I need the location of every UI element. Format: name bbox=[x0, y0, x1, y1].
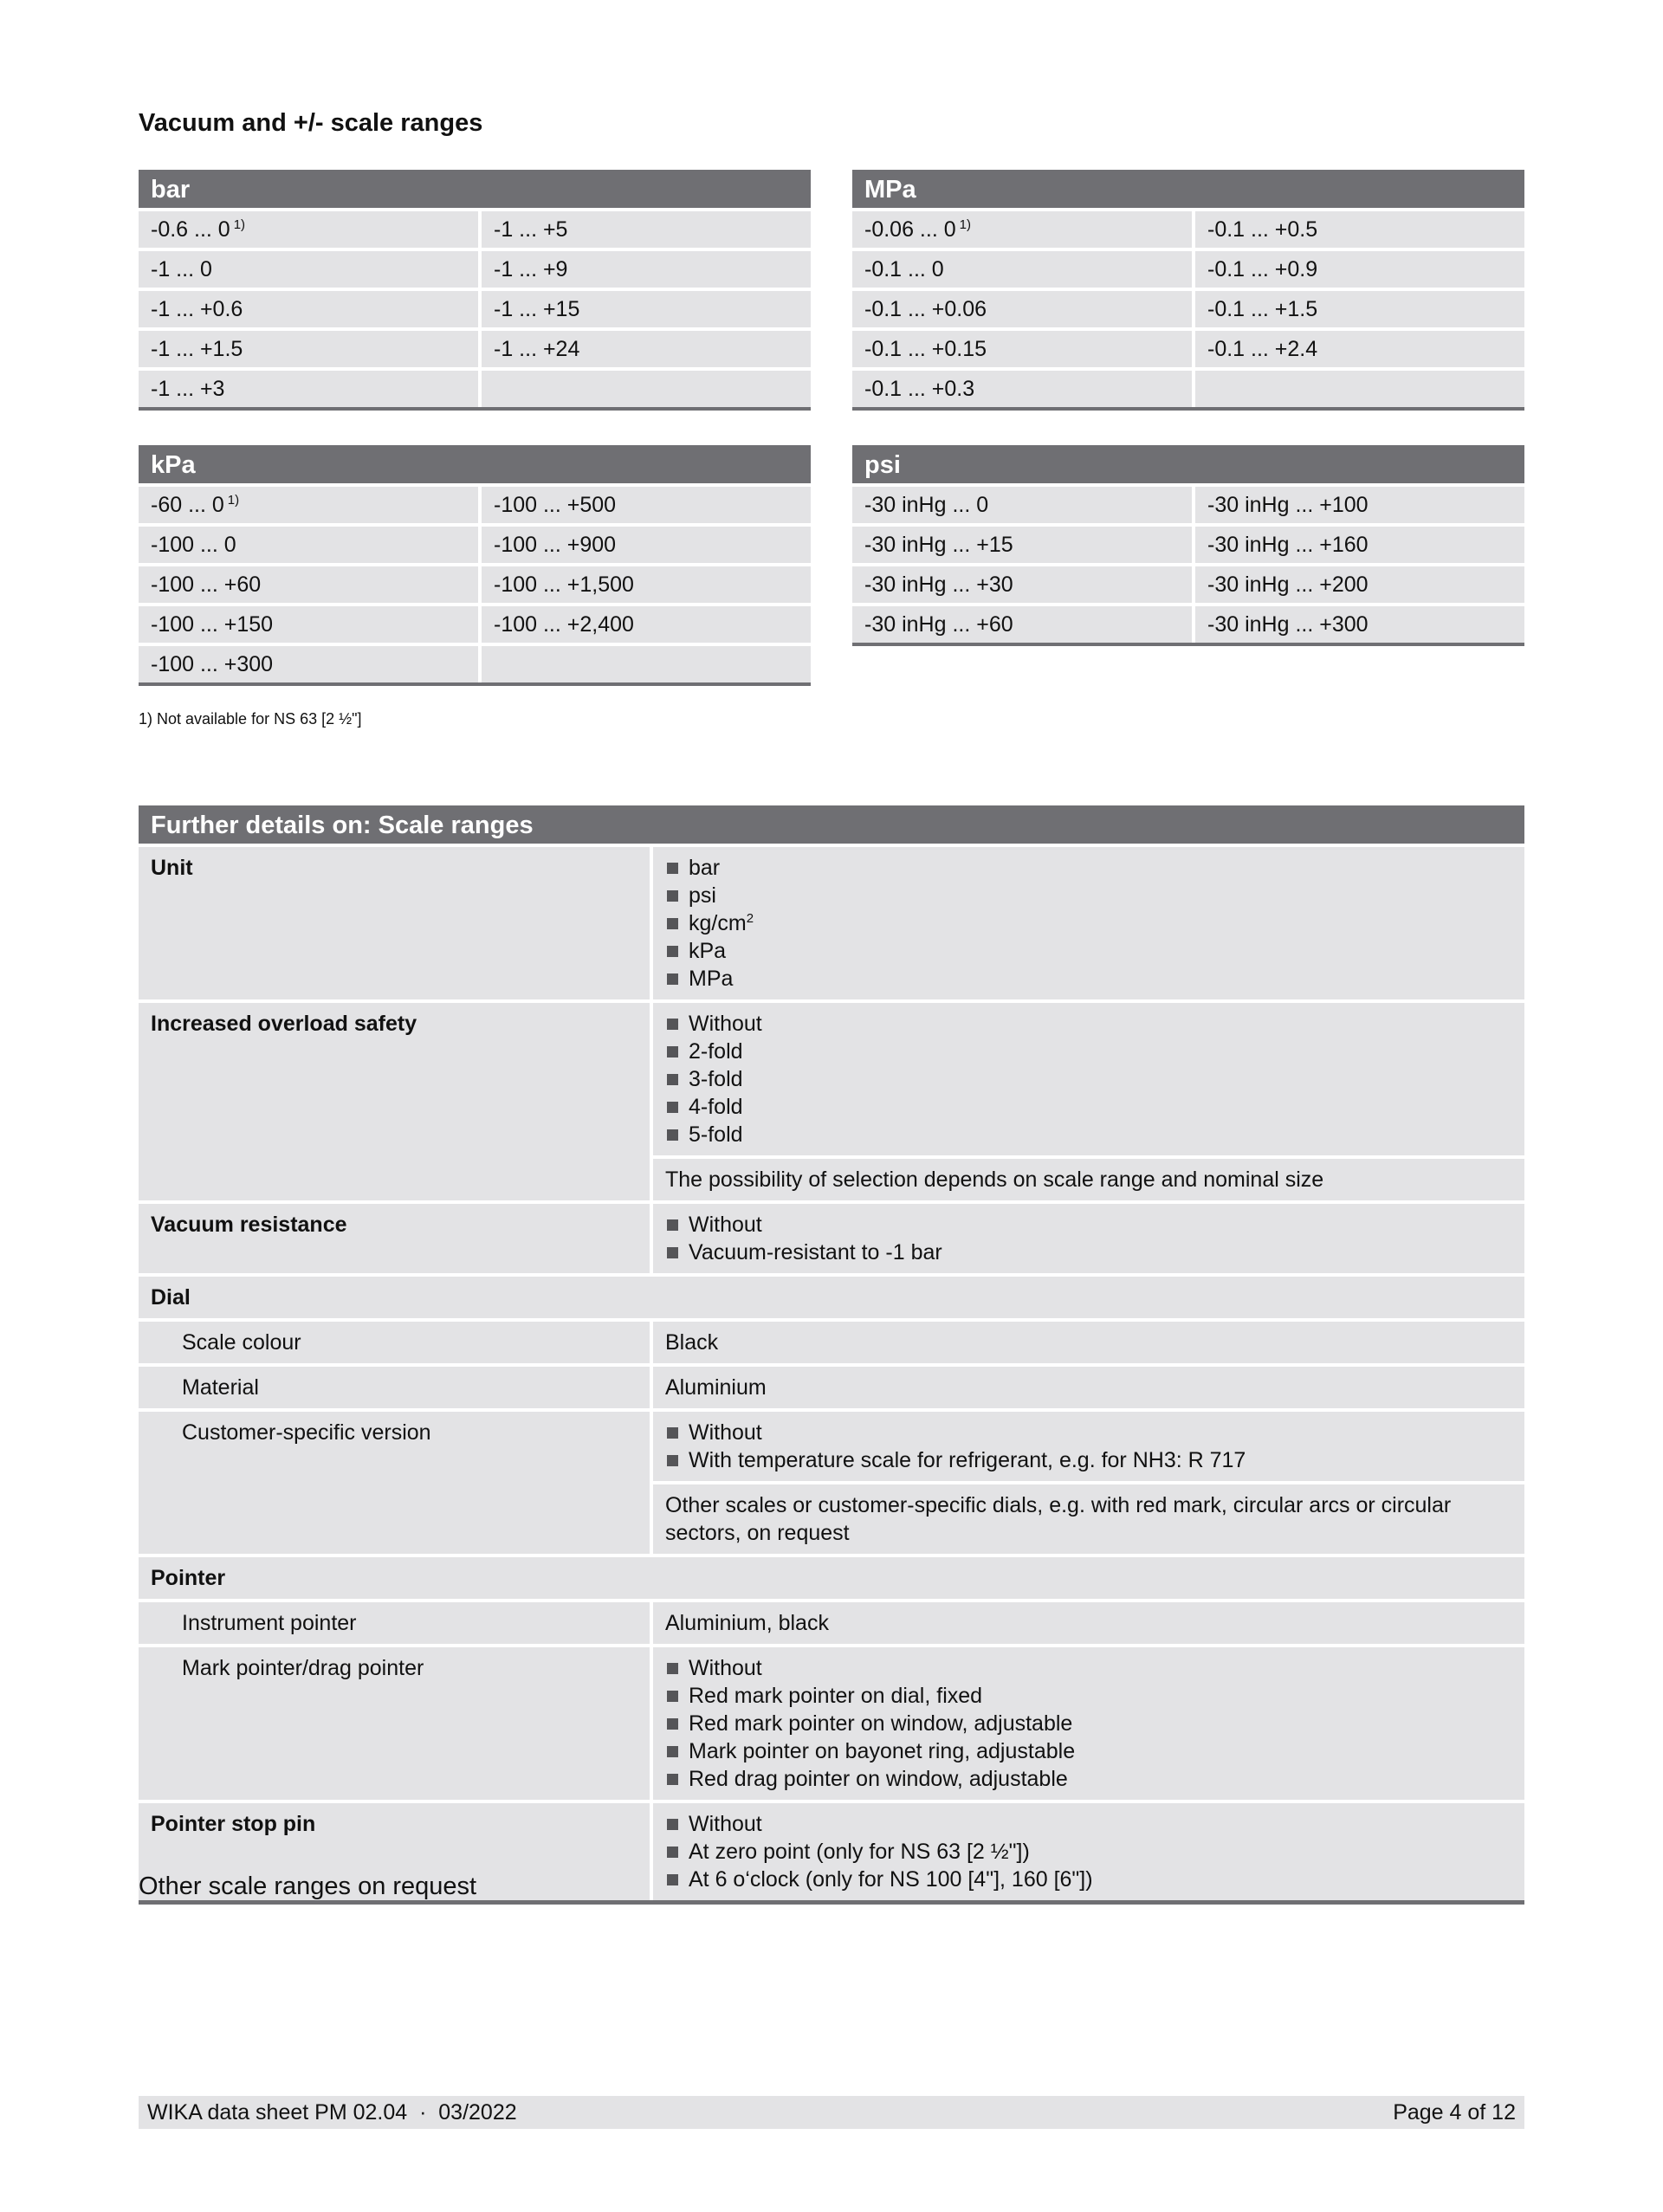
list-item: With temperature scale for refrigerant, e.g. for NH3: R 717 bbox=[665, 1446, 1512, 1474]
details-row-customer-version bbox=[139, 1412, 1524, 1554]
table-cell bbox=[482, 371, 811, 407]
table-cell: -0.06 ... 0 $^{1)}$ bbox=[852, 211, 1192, 248]
row-label: Pointer stop pin bbox=[139, 1803, 650, 1900]
table-cell: -1 ... +9 bbox=[482, 251, 811, 288]
bar-range-table bbox=[139, 170, 811, 411]
details-row-unit bbox=[139, 847, 1524, 999]
vacuum-list bbox=[665, 1211, 1512, 1266]
table-cell: -100 ... +300 bbox=[139, 646, 478, 682]
table-row bbox=[852, 371, 1524, 407]
table-cell: -30 inHg ... +15 bbox=[852, 527, 1192, 563]
page-footer bbox=[139, 2096, 1524, 2129]
kpa-range-table bbox=[139, 445, 811, 686]
table-cell: -30 inHg ... +100 bbox=[1195, 487, 1524, 523]
document-reference: WIKA data sheet PM 02.04 · 03/2022 bbox=[147, 2099, 517, 2125]
table-header: bar bbox=[139, 170, 811, 208]
mpa-range-table bbox=[852, 170, 1524, 411]
table-row bbox=[139, 371, 811, 407]
list-item: Without bbox=[665, 1654, 1512, 1682]
table-cell: -1 ... +1.5 bbox=[139, 331, 478, 367]
list-item: $kg/cm^2$ bbox=[665, 909, 1512, 937]
page-title: Vacuum and +/- scale ranges bbox=[139, 109, 483, 137]
table-header: psi bbox=[852, 445, 1524, 483]
table-row bbox=[139, 211, 811, 248]
list-item: 4-fold bbox=[665, 1093, 1512, 1121]
table-cell: -0.1 ... +2.4 bbox=[1195, 331, 1524, 367]
row-label: Material bbox=[139, 1367, 650, 1408]
table-cell: -100 ... +60 bbox=[139, 566, 478, 603]
list-item: Without bbox=[665, 1419, 1512, 1446]
row-label: Vacuum resistance bbox=[139, 1204, 650, 1273]
table-cell: -0.1 ... 0 bbox=[852, 251, 1192, 288]
customer-list bbox=[665, 1419, 1512, 1474]
table-cell: -100 ... 0 bbox=[139, 527, 478, 563]
table-cell: -30 inHg ... +200 bbox=[1195, 566, 1524, 603]
list-item: MPa bbox=[665, 965, 1512, 993]
table-row bbox=[852, 527, 1524, 563]
row-value: Black bbox=[653, 1322, 1524, 1363]
other-ranges-note: Other scale ranges on request bbox=[139, 1872, 477, 1900]
details-row-scale-colour bbox=[139, 1322, 1524, 1363]
list-item: kPa bbox=[665, 937, 1512, 965]
details-row-overload bbox=[139, 1003, 1524, 1200]
list-item: Without bbox=[665, 1010, 1512, 1038]
table-cell: -0.6 ... 0 $^{1)}$ bbox=[139, 211, 478, 248]
table-header: MPa bbox=[852, 170, 1524, 208]
table-cell: -100 ... +1,500 bbox=[482, 566, 811, 603]
unit-list bbox=[665, 854, 1512, 993]
table-row bbox=[139, 527, 811, 563]
table-row bbox=[139, 566, 811, 603]
details-row-vacuum bbox=[139, 1204, 1524, 1273]
table-row bbox=[139, 646, 811, 682]
list-item: At 6 o‘clock (only for NS 100 [4"], 160 [6"]) bbox=[665, 1866, 1512, 1893]
details-row-material bbox=[139, 1367, 1524, 1408]
table-row bbox=[139, 291, 811, 327]
row-label: Scale colour bbox=[139, 1322, 650, 1363]
table-cell: -30 inHg ... 0 bbox=[852, 487, 1192, 523]
section-label: Dial bbox=[139, 1277, 1524, 1318]
list-item: Without bbox=[665, 1211, 1512, 1239]
table-cell: -1 ... +15 bbox=[482, 291, 811, 327]
details-row-mark-pointer bbox=[139, 1647, 1524, 1800]
list-item: Vacuum-resistant to -1 bar bbox=[665, 1239, 1512, 1266]
mark-pointer-list bbox=[665, 1654, 1512, 1793]
row-label: Instrument pointer bbox=[139, 1602, 650, 1644]
customer-note: Other scales or customer-specific dials, e.g. with red mark, circular arcs or circular sectors, on request bbox=[653, 1484, 1524, 1554]
details-row-instrument-pointer bbox=[139, 1602, 1524, 1644]
table-cell: -100 ... +150 bbox=[139, 606, 478, 643]
list-item: At zero point (only for NS 63 [2 ½"]) bbox=[665, 1838, 1512, 1866]
list-item: psi bbox=[665, 882, 1512, 909]
overload-list bbox=[665, 1010, 1512, 1148]
table-cell: -1 ... 0 bbox=[139, 251, 478, 288]
list-item: Red mark pointer on window, adjustable bbox=[665, 1710, 1512, 1737]
table-row bbox=[139, 487, 811, 523]
table-row bbox=[852, 331, 1524, 367]
psi-range-table bbox=[852, 445, 1524, 646]
details-section-pointer bbox=[139, 1557, 1524, 1599]
list-item: Red drag pointer on window, adjustable bbox=[665, 1765, 1512, 1793]
details-section-dial bbox=[139, 1277, 1524, 1318]
table-row bbox=[852, 566, 1524, 603]
table-cell: -1 ... +24 bbox=[482, 331, 811, 367]
table-cell: -30 inHg ... +60 bbox=[852, 606, 1192, 643]
page-number: Page 4 of 12 bbox=[1393, 2099, 1516, 2125]
list-item: bar bbox=[665, 854, 1512, 882]
footnote-marker: 1) bbox=[959, 217, 971, 232]
table-row bbox=[139, 606, 811, 643]
scale-details-table bbox=[139, 805, 1524, 1905]
table-cell: -0.1 ... +0.3 bbox=[852, 371, 1192, 407]
table-cell: -60 ... 0 $^{1)}$ bbox=[139, 487, 478, 523]
section-label: Pointer bbox=[139, 1557, 1524, 1599]
table-cell: -1 ... +0.6 bbox=[139, 291, 478, 327]
row-value: Aluminium bbox=[653, 1367, 1524, 1408]
table-row bbox=[852, 606, 1524, 643]
table-cell: -100 ... +900 bbox=[482, 527, 811, 563]
details-header: Further details on: Scale ranges bbox=[139, 805, 1524, 844]
table-cell: -0.1 ... +1.5 bbox=[1195, 291, 1524, 327]
table-cell: -0.1 ... +0.15 bbox=[852, 331, 1192, 367]
footnote: 1) Not available for NS 63 [2 ½"] bbox=[139, 710, 362, 728]
table-cell: -0.1 ... +0.06 bbox=[852, 291, 1192, 327]
list-item: Without bbox=[665, 1810, 1512, 1838]
row-label: Unit bbox=[139, 847, 650, 999]
table-cell: -1 ... +5 bbox=[482, 211, 811, 248]
row-label: Customer-specific version bbox=[139, 1412, 650, 1554]
table-row bbox=[139, 251, 811, 288]
table-row bbox=[852, 291, 1524, 327]
table-row bbox=[852, 487, 1524, 523]
table-row bbox=[852, 251, 1524, 288]
table-cell: -30 inHg ... +160 bbox=[1195, 527, 1524, 563]
table-row bbox=[852, 211, 1524, 248]
list-item: 5-fold bbox=[665, 1121, 1512, 1148]
table-cell: -100 ... +500 bbox=[482, 487, 811, 523]
footnote-marker: 1) bbox=[227, 493, 240, 508]
table-cell: -30 inHg ... +300 bbox=[1195, 606, 1524, 643]
row-label: Mark pointer/drag pointer bbox=[139, 1647, 650, 1800]
row-value: Aluminium, black bbox=[653, 1602, 1524, 1644]
list-item: 2-fold bbox=[665, 1038, 1512, 1065]
table-cell: -1 ... +3 bbox=[139, 371, 478, 407]
table-cell: -30 inHg ... +30 bbox=[852, 566, 1192, 603]
row-label: Increased overload safety bbox=[139, 1003, 650, 1200]
list-item: Red mark pointer on dial, fixed bbox=[665, 1682, 1512, 1710]
table-row bbox=[139, 331, 811, 367]
list-item: 3-fold bbox=[665, 1065, 1512, 1093]
overload-note: The possibility of selection depends on scale range and nominal size bbox=[653, 1159, 1524, 1200]
table-cell bbox=[482, 646, 811, 682]
table-cell: -0.1 ... +0.5 bbox=[1195, 211, 1524, 248]
table-cell: -100 ... +2,400 bbox=[482, 606, 811, 643]
table-header: kPa bbox=[139, 445, 811, 483]
list-item: Mark pointer on bayonet ring, adjustable bbox=[665, 1737, 1512, 1765]
table-cell bbox=[1195, 371, 1524, 407]
stop-pin-list bbox=[665, 1810, 1512, 1893]
table-cell: -0.1 ... +0.9 bbox=[1195, 251, 1524, 288]
footnote-marker: 1) bbox=[233, 217, 246, 232]
